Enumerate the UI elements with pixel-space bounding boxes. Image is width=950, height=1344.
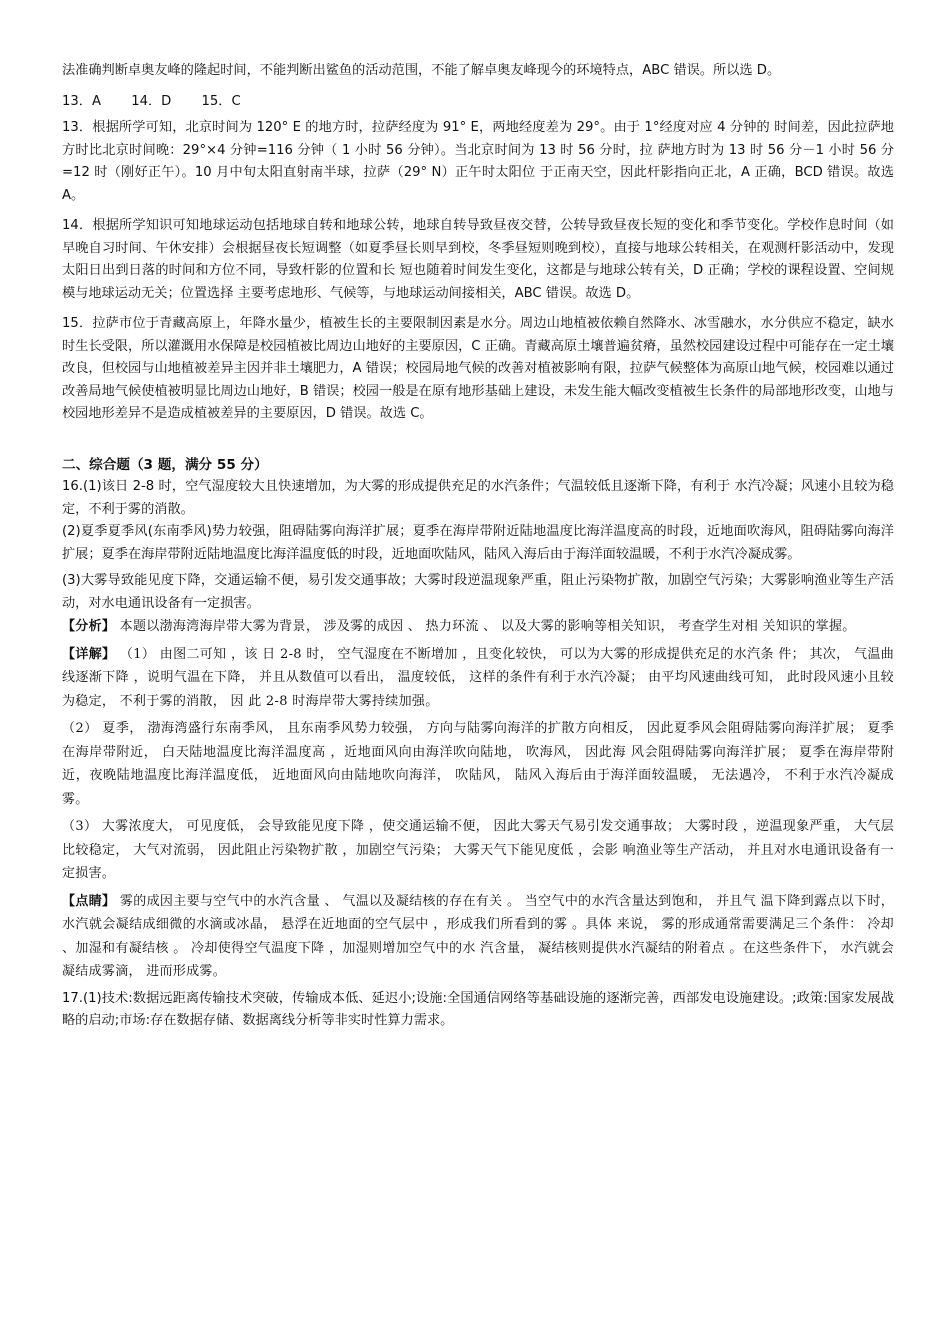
- analysis-tag: 【分析】: [62, 619, 116, 634]
- q16-part3: (3)大雾导致能见度下降，交通运输不便，易引发交通事故；大雾时段逆温现象严重，阻止污染物扩散，加剧空气污染；大雾影响渔业等生产活动，对水电通讯设备有一定损害。: [62, 573, 894, 611]
- q13-explanation: 13．根据所学可知，北京时间为 120° E 的地方时，拉萨经度为 91° E，两地经度差为 29°。由于 1°经度对应 4 分钟的 时间差，因此拉萨地方时比北京时间晚：29°×4 分钟=116 分钟（ 1 小时 56 分钟）。当北京时间为 13 时 56 分时，拉 萨地方时为 13 时 56 分－1 小时 56 分=12 时（刚好正午）。10 月中旬太阳直射南半球，拉萨（29° N）正午时太阳位 于正南天空，因此杆影指向正北，A 正确，BCD 错误。故选 A。: [62, 120, 894, 203]
- comment-tag: 【点睛】: [62, 893, 116, 909]
- document-page: [62, 60, 894, 1033]
- detail-tag: 【详解】: [62, 646, 116, 662]
- answer-13: 13．A: [62, 93, 101, 109]
- answer-15: 15．C: [201, 93, 241, 109]
- comment-text: 雾的成因主要与空气中的水汽含量 、 气温以及凝结核的存在有关 。 当空气中的水汽含量达到饱和， 并且气 温下降到露点以下时， 水汽就会凝结成细微的水滴或冰晶， 悬浮在近地面的空气层中 ，形成我们所看到的雾 。具体 来说， 雾的形成通常需要满足三个条件： 冷却 、加湿和有凝结核 。 冷却使得空气温度下降 ，加湿则增加空气中的水 汽含量， 凝结核则提供水汽凝结的附着点 。在这些条件下， 水汽就会凝结成雾滴， 进而形成雾。: [62, 893, 894, 979]
- detail-paragraph-1: [62, 643, 894, 714]
- detail-paragraph-3: （3） 大雾浓度大， 可见度低， 会导致能见度下降 ，使交通运输不便， 因此大雾天气易引发交通事故； 大雾时段 ，逆温现象严重， 大气层比较稳定， 大气对流弱， 因此阻止污染物扩散 ，加剧空气污染； 大雾天气下能见度低 ，会影 响渔业等生产活动， 并且对水电通讯设备有一定损害。: [62, 819, 894, 881]
- answer-key: [62, 91, 894, 114]
- q16-part1: 16.(1)该日 2-8 时，空气湿度较大且快速增加，为大雾的形成提供充足的水汽条件；气温较低且逐渐下降，有利于 水汽冷凝；风速小且较为稳定，不利于雾的消散。: [62, 479, 894, 517]
- q14-explanation: 14．根据所学知识可知地球运动包括地球自转和地球公转，地球自转导致昼夜交替，公转导致昼夜长短的变化和季节变化。学校作息时间（如早晚自习时间、午休安排）会根据昼夜长短调整（如夏季昼长则早到校，冬季昼短则晚到校），直接与地球公转相关，在观测杆影活动中，发现太阳日出到日落的时间和方位不同，导致杆影的位置和长 短也随着时间发生变化，这都是与地球公转有关，D 正确；学校的课程设置、空间规模与地球运动无关；位置选择 主要考虑地形、气候等，与地球运动间接相关，ABC 错误。故选 D。: [62, 218, 894, 301]
- detail-paragraph-2: （2） 夏季， 渤海湾盛行东南季风， 且东南季风势力较强， 方向与陆雾向海洋的扩散方向相反， 因此夏季风会阻碍陆雾向海洋扩展； 夏季在海岸带附近， 白天陆地温度比海洋温度高 ，近地面风向由海洋吹向陆地， 吹海风， 因此海 风会阻碍陆雾向海洋扩展； 夏季在海岸带附近，夜晚陆地温度比海洋温度低， 近地面风向由陆地吹向海洋， 吹陆风， 陆风入海后由于海洋面较温暖， 无法遇冷， 不利于水汽冷凝成雾。: [62, 721, 894, 807]
- analysis-text: 本题以渤海湾海岸带大雾为背景， 涉及雾的成因 、 热力环流 、 以及大雾的影响等相关知识， 考查学生对相 关知识的掌握。: [119, 619, 856, 634]
- answer-14: 14．D: [131, 93, 172, 109]
- intro-paragraph: 法准确判断卓奥友峰的隆起时间，不能判断出鲨鱼的活动范围，不能了解卓奥友峰现今的环境特点，ABC 错误。所以选 D。: [62, 63, 781, 78]
- q16-part2: (2)夏季夏季风(东南季风)势力较强，阻碍陆雾向海洋扩展；夏季在海岸带附近陆地温度比海洋温度高的时段，近地面吹海风，阻碍陆雾向海洋扩展；夏季在海岸带附近陆地温度比海洋温度低的时段，近地面吹陆风，陆风入海后由于海洋面较温暖，不利于水汽冷凝成雾。: [62, 524, 894, 562]
- analysis-paragraph: [62, 615, 894, 639]
- q17-part1: 17.(1)技术:数据远距离传输技术突破，传输成本低、延迟小;设施:全国通信网络等基础设施的逐渐完善，西部发电设施建设。;政策:国家发展战略的启动;市场:存在数据存储、数据离线分析等非实时性算力需求。: [62, 990, 894, 1028]
- detail-text-1: （1） 由图二可知 ，该 日 2-8 时， 空气湿度在不断增加 ，且变化较快， 可以为大雾的形成提供充足的水汽条 件； 其次， 气温曲线逐渐下降 ，说明气温在下降， 并且从数值可以看出， 温度较低， 这样的条件有利于水汽冷凝； 由平均风速曲线可知， 此时段风速小且较为稳定， 不利于雾的消散， 因 此 2-8 时海岸带大雾持续加强。: [62, 646, 895, 709]
- comment-paragraph: [62, 890, 894, 984]
- q15-explanation: 15．拉萨市位于青藏高原上，年降水量少，植被生长的主要限制因素是水分。周边山地植被依赖自然降水、冰雪融水，水分供应不稳定，缺水时生长受限，所以灌溉用水保障是校园植被比周边山地好的主要原因，C 正确。青藏高原土壤普遍贫瘠，虽然校园建设过程中可能存在一定土壤改良，但校园与山地植被差异主因并非土壤肥力，A 错误；校园局地气候的改善对植被影响有限，拉萨气候整体为高原山地气候，校园难以通过改善局地气候使植被明显比周边山地好，B 错误；校园一般是在原有地形基础上建设，未发生能大幅改变植被生长条件的局部地形改变，山地与校园地形差异不是造成植被差异的主要原因，D 错误。故选 C。: [62, 316, 894, 421]
- section2-title: 二、综合题（3 题，满分 55 分）: [62, 456, 268, 473]
